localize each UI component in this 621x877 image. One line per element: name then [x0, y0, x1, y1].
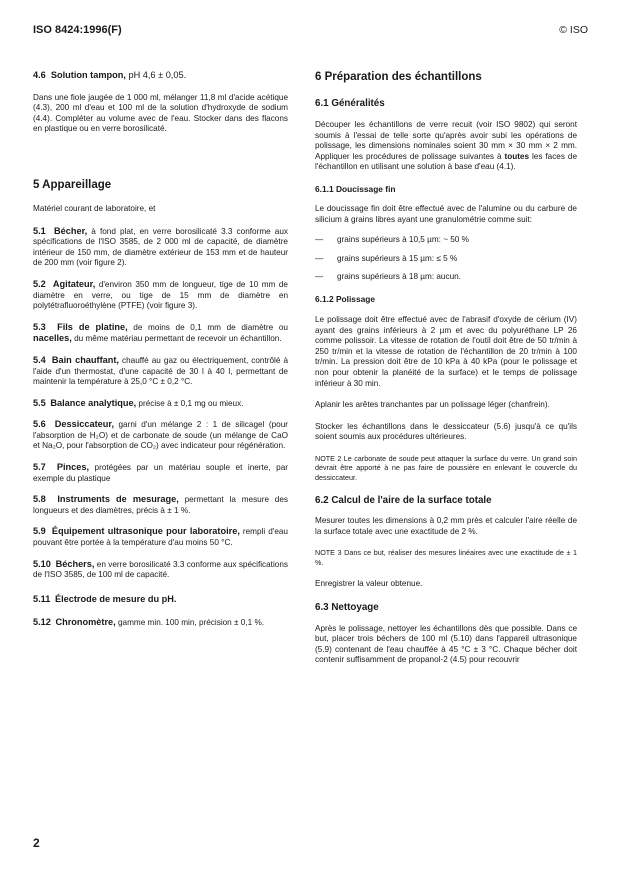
list-item: — grains supérieurs à 15 µm: ≤ 5 % — [315, 254, 577, 265]
section-6-heading: 6 Préparation des échantillons — [315, 71, 482, 83]
section-5-intro: Matériel courant de laboratoire, et — [33, 203, 156, 213]
item-5-11: 5.11 Électrode de mesure du pH. — [33, 593, 177, 604]
copyright-mark: © ISO — [559, 24, 588, 36]
item-5-5: 5.5 Balance analytique, précise à ± 0,1 mg ou mieux. — [33, 397, 244, 408]
section-6-3-heading: 6.3 Nettoyage — [315, 601, 379, 613]
list-item: — grains supérieurs à 10,5 µm: ~ 50 % — [315, 235, 577, 246]
section-6-1-2-para-1: Le polissage doit être effectué avec de l'abrasif d'oxyde de cérium (IV) ayant des grains inférieurs à 2 µm et avec du polyuréthane LP 26 comme polissoir. La vitesse de rotation de l'outil doit être de 50 tr/min à 250 tr/min et la vitesse de rotation de l'échantillon de 20 tr/min à 100 tr/min. La pression doit être de 10 kPa à 40 kPa (pour le polissage et non pour obtenir la planéité de la surface) et le temps de polissage inférieur à 30 min. — [315, 314, 577, 388]
section-6-2-para-1: Mesurer toutes les dimensions à 0,2 mm près et calculer l'aire réelle de la surface totale avec une exactitude de 2 %. — [315, 516, 577, 536]
section-6-2-heading: 6.2 Calcul de l'aire de la surface totale — [315, 495, 492, 507]
item-5-10: 5.10 Béchers, en verre borosilicaté 3.3 conforme aux spécifications de l'ISO 3585, de 100 ml de capacité. — [33, 558, 288, 580]
section-6-1-heading: 6.1 Généralités — [315, 98, 385, 109]
item-5-4: 5.4 Bain chauffant, chauffé au gaz ou électriquement, contrôlé à l'aide d'un thermostat, d'une capacité de 30 l à 40 l, permettant de maintenir la température à 25,0 °C ± 0,2 °C. — [33, 354, 288, 387]
section-6-1-1-body: Le doucissage fin doit être effectué avec de l'alumine ou du carbure de silicium à grains libres ayant une granulométrie comme suit: — [315, 203, 577, 224]
section-4-6-title: 4.6 Solution tampon, pH 4,6 ± 0,05. — [33, 70, 187, 80]
standard-reference: ISO 8424:1996(F) — [33, 24, 122, 36]
section-6-3-para-1: Après le polissage, nettoyer les échantillons dès que possible. Dans ce but, placer trois béchers de 100 ml (5.10) dans l'appareil ultrasonique (5.9) contenant de l'eau chauffée à 45 °C ± 3 °C. Chaque bécher doit contenir suffisamment de propanol-2 (4.5) pour recouvrir — [315, 623, 577, 665]
note-3: NOTE 3 Dans ce but, réaliser des mesures linéaires avec une exactitude de ± 1 %. — [315, 548, 577, 567]
item-5-3: 5.3 Fils de platine, de moins de 0,1 mm de diamètre ou nacelles, du même matériau permettant de recevoir un échantillon. — [33, 321, 288, 344]
item-5-12: 5.12 Chronomètre, gamme min. 100 min, précision ± 0,1 %. — [33, 617, 264, 628]
page-number: 2 — [33, 836, 40, 850]
item-5-1: 5.1 Bécher, à fond plat, en verre borosilicaté 3.3 conforme aux spécifications de l'ISO 3585, de 2 000 ml de capacité, de diamètre intérieur de 150 mm, de diamètre extérieur de 153 mm et de hauteur de 200 mm (voir figure 2). — [33, 225, 288, 268]
section-6-1-2-heading: 6.1.2 Polissage — [315, 293, 376, 304]
section-6-2-para-2: Enregistrer la valeur obtenue. — [315, 579, 423, 589]
item-5-2: 5.2 Agitateur, d'environ 350 mm de longueur, tige de 10 mm de diamètre en verre, ou tige de 15 mm de diamètre en polytétrafluoroéthylène (PTFE) (voir figure 3). — [33, 278, 288, 311]
section-6-1-1-heading: 6.1.1 Doucissage fin — [315, 183, 396, 194]
item-5-9: 5.9 Équipement ultrasonique pour laboratoire, rempli d'eau pouvant être portée à la température d'au moins 50 °C. — [33, 526, 288, 548]
section-4-6-body: Dans une fiole jaugée de 1 000 ml, mélanger 11,8 ml d'acide acétique (4.3), 200 ml d'eau et 100 ml de la solution d'hydroxyde de sodium (4.4). Compléter au volume avec de l'eau. Stocker dans des flacons en plastique ou en verre borosilicaté. — [33, 92, 288, 134]
section-6-1-2-para-3: Stocker les échantillons dans le dessiccateur (5.6) jusqu'à ce qu'ils soient soumis aux procédures ultérieures. — [315, 421, 577, 442]
section-5-heading: 5 Appareillage — [33, 178, 112, 191]
granulometry-list — [315, 235, 577, 283]
right-column — [315, 70, 577, 666]
left-column — [33, 70, 288, 629]
section-6-1-body: Découper les échantillons de verre recuit (voir ISO 9802) qui seront soumis à l'essai de telle sorte qu'après avoir subi les opérations de polissage, les dimensions nominales soient 30 mm × 30 mm × 2 mm. Appliquer les procédures de polissage suivantes à toutes les faces de l'échantillon en utilisant une solution à base d'eau (4.1). — [315, 120, 577, 172]
page-header — [33, 24, 588, 42]
list-item: — grains supérieurs à 18 µm: aucun. — [315, 272, 577, 283]
section-6-1-2-para-2: Aplanir les arêtes tranchantes par un polissage léger (chanfrein). — [315, 400, 550, 410]
note-2: NOTE 2 Le carbonate de soude peut attaquer la surface du verre. Un grand soin devrait être apporté à ne pas faire de poussière en enlevant le couvercle du dessiccateur. — [315, 453, 577, 482]
item-5-7: 5.7 Pinces, protégées par un matériau souple et inerte, par exemple du plastique — [33, 462, 288, 483]
item-5-6: 5.6 Dessiccateur, garni d'un mélange 2 : 1 de silicagel (pour l'absorption de H₂O) et de carbonate de soude (un mélange de CaO et Na₂O, pour l'absorption de CO₂) avec indicateur pour régénération. — [33, 419, 288, 451]
item-5-8: 5.8 Instruments de mesurage, permettant la mesure des longueurs et des diamètres, précis à ± 1 %. — [33, 494, 288, 515]
